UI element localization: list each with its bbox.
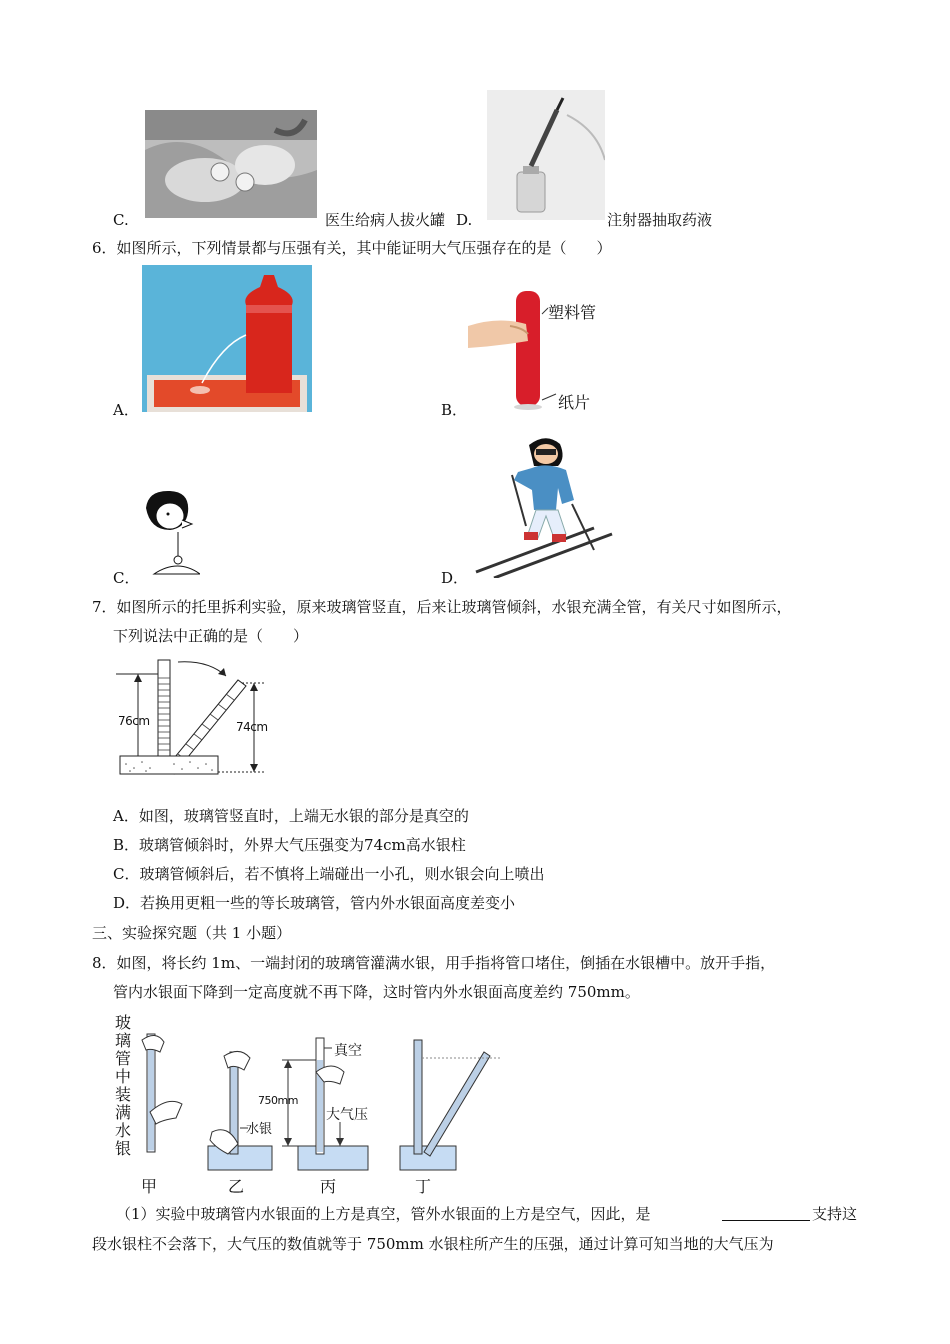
q8-sub1-line1-a: （1）实验中玻璃管内水银面的上方是真空，管外水银面的上方是空气，因此，是 (116, 1205, 651, 1223)
q7-label-76cm: 76cm (118, 714, 150, 728)
q8-label-jia: 甲 (141, 1177, 158, 1196)
q8-stem-2: 管内水银面下降到一定高度就不再下降，这时管内外水银面高度差约 750mm。 (113, 983, 640, 1001)
q6-figure-d-skier (474, 430, 616, 578)
q8-label-ding: 丁 (415, 1177, 432, 1196)
q5-option-c-text: 医生给病人拔火罐 (325, 211, 446, 229)
q7-label-74cm: 74cm (236, 720, 268, 734)
vchar: 管 (115, 1049, 132, 1068)
q6-option-a-label: A． (113, 401, 139, 419)
vchar: 璃 (115, 1031, 132, 1050)
q5-option-c-label: C. (113, 211, 129, 229)
q7-option-a: A．如图，玻璃管竖直时，上端无水银的部分是真空的 (113, 807, 469, 825)
q6-stem: 6．如图所示，下列情景都与压强有关，其中能证明大气压强存在的是（ ） (92, 239, 612, 257)
vchar: 银 (115, 1139, 132, 1158)
vchar: 水 (115, 1121, 132, 1140)
q6-option-b-label: B． (441, 401, 468, 419)
vchar: 中 (115, 1067, 132, 1086)
q8-label-vacuum: 真空 (334, 1043, 362, 1059)
photo-cupping (145, 110, 317, 218)
photo-syringe (487, 90, 605, 220)
q8-label-yi: 乙 (228, 1177, 245, 1196)
q5-option-d-text: 注射器抽取药液 (607, 211, 713, 229)
q7-stem-1: 7．如图所示的托里拆利实验，原来玻璃管竖直，后来让玻璃管倾斜，水银充满全管，有关尺寸如图所示， (92, 598, 792, 616)
q8-label-750mm: 750mm (258, 1094, 298, 1107)
vchar: 装 (115, 1085, 132, 1104)
vchar: 玻 (115, 1013, 132, 1032)
q6-option-c-label: C． (113, 569, 140, 587)
q6-figure-a-bottle (142, 265, 312, 412)
q6-b-tag-paper: 纸片 (558, 393, 591, 412)
q6-figure-c-boy (140, 488, 200, 580)
q8-label-mercury: 水银 (246, 1122, 273, 1137)
q8-label-atm: 大气压 (326, 1107, 368, 1123)
q8-sub1-line2: 段水银柱不会落下，大气压的数值就等于 750mm 水银柱所产生的压强，通过计算可知当地的大气压为 (92, 1235, 774, 1253)
q5-option-d-label: D. (456, 211, 473, 229)
q8-fig-vertical-text (115, 1014, 135, 1158)
q7-option-c: C．玻璃管倾斜后，若不慎将上端碰出一小孔，则水银会向上喷出 (113, 865, 545, 883)
q8-sub1-line1-b: 支持这 (812, 1205, 858, 1223)
q7-option-d: D．若换用更粗一些的等长玻璃管，管内外水银面高度差变小 (113, 894, 516, 912)
q6-option-d-label: D． (441, 569, 469, 587)
vchar: 满 (115, 1103, 132, 1122)
q8-sub1-blank[interactable] (722, 1220, 810, 1221)
section-title: 三、实验探究题（共 1 小题） (92, 924, 292, 942)
q8-stem-1: 8．如图，将长约 1m、一端封闭的玻璃管灌满水银，用手指将管口堵住，倒插在水银槽中。放开手指， (92, 954, 776, 972)
q7-option-b: B．玻璃管倾斜时，外界大气压强变为74cm高水银柱 (113, 836, 466, 854)
q7-stem-2: 下列说法中正确的是（ ） (113, 627, 309, 645)
q6-b-tag-tube: 塑料管 (548, 303, 597, 322)
q8-figure-experiment (112, 1012, 512, 1196)
q8-label-bing: 丙 (320, 1177, 337, 1196)
